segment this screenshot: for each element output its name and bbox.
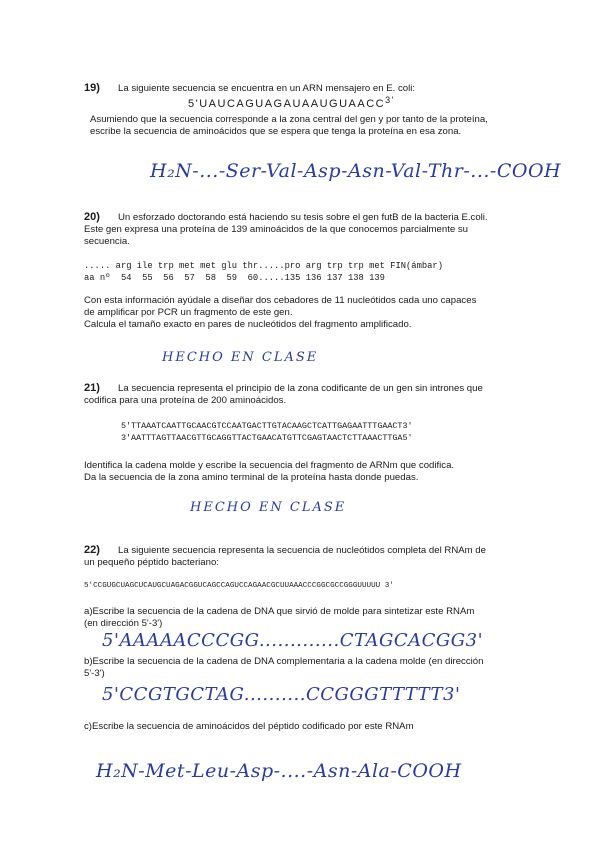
- problem-20-position-line: aa nº 54 55 56 57 58 59 60.....135 136 137 138 139: [84, 273, 385, 283]
- problem-22-number: 22): [84, 544, 100, 556]
- problem-22-rna-sequence: 5'CCGUGCUAGCUCAUGCUAGACGGUCAGCCAGUCCAGAACGCUUAAACCCGGCGCCGGGUUUUU 3': [84, 582, 394, 590]
- problem-21-number: 21): [84, 382, 100, 394]
- problem-20-line1: Un esforzado doctorando está haciendo su tesis sobre el gen futB de la bacteria E.coli.: [118, 212, 488, 223]
- problem-20-line6: Calcula el tamaño exacto en pares de nucleótidos del fragmento amplificado.: [84, 319, 412, 330]
- problem-21-line2: codifica para una proteína de 200 aminoácidos.: [84, 395, 287, 406]
- problem-22-question-a-line1: a)Escribe la secuencia de la cadena de DNA que sirvió de molde para sintetizar este RNAm: [84, 606, 475, 617]
- problem-19-line1: Asumiendo que la secuencia corresponde a la zona central del gen y por tanto de la proteína,: [90, 114, 488, 125]
- problem-21-dna-top-strand: 5'TTAAATCAATTGCAACGTCCAATGACTTGTACAAGCTCATTGAGAATTTGAACT3': [121, 421, 413, 431]
- problem-22-question-b-line1: b)Escribe la secuencia de la cadena de DNA complementaria a la cadena molde (en dirección: [84, 656, 484, 667]
- problem-21-line4: Da la secuencia de la zona amino terminal de la proteína hasta donde puedas.: [84, 472, 419, 483]
- problem-22-question-b-line2: 5'-3'): [84, 668, 105, 679]
- problem-20-line2: Este gen expresa una proteína de 139 aminoácidos de la que conocemos parcialmente su: [84, 224, 468, 235]
- problem-20-number: 20): [84, 211, 100, 223]
- problem-20-line4: Con esta información ayúdale a diseñar dos cebadores de 11 nucleótidos cada uno capaces: [84, 295, 477, 306]
- problem-19-sequence: [188, 95, 395, 110]
- seq-5-prime: 5': [188, 98, 200, 110]
- mrna-sequence: UAUCAGUAGAUAAUGUAACC: [199, 98, 386, 110]
- problem-20-handwritten-answer: HECHO EN CLASE: [162, 350, 319, 365]
- problem-22-line2: un pequeño péptido bacteriano:: [84, 557, 219, 568]
- problem-21-line3: Identifica la cadena molde y escribe la secuencia del fragmento de ARNm que codifica.: [84, 460, 455, 471]
- problem-20-line5: de amplificar por PCR un fragmento de este gen.: [84, 307, 293, 318]
- seq-3-prime: 3': [385, 95, 395, 105]
- problem-22-answer-a: 5'AAAAACCCGG.............CTAGCACGG3': [102, 630, 484, 651]
- problem-21-line1: La secuencia representa el principio de la zona codificante de un gen sin intrones que: [118, 383, 483, 394]
- problem-19-number: 19): [84, 82, 100, 94]
- problem-19-question: La siguiente secuencia se encuentra en un ARN mensajero en E. coli:: [118, 83, 416, 94]
- problem-21-handwritten-answer: HECHO EN CLASE: [190, 500, 347, 515]
- problem-22-line1: La siguiente secuencia representa la secuencia de nucleótidos completa del RNAm de: [118, 545, 486, 556]
- problem-19-handwritten-answer: H₂N-...-Ser-Val-Asp-Asn-Val-Thr-...-COOH: [150, 160, 562, 182]
- problem-22-answer-b: 5'CCGTGCTAG..........CCGGGTTTTT3': [102, 684, 461, 705]
- problem-20-aminoacid-line: ..... arg ile trp met met glu thr.....pro arg trp trp met FIN(ámbar): [84, 261, 443, 271]
- problem-21-dna-bottom-strand: 3'AATTTAGTTAACGTTGCAGGTTACTGAACATGTTCGAGTAACTCTTAAACTTGA5': [121, 433, 413, 443]
- problem-19-line2: escribe la secuencia de aminoácidos que se espera que tenga la proteína en esa zona.: [90, 126, 462, 137]
- problem-22-question-a-line2: (en dirección 5'-3'): [84, 618, 163, 629]
- problem-22-answer-c: H₂N-Met-Leu-Asp-....-Asn-Ala-COOH: [96, 760, 462, 782]
- problem-22-question-c: c)Escribe la secuencia de aminoácidos del péptido codificado por este RNAm: [84, 721, 414, 732]
- problem-20-line3: secuencia.: [84, 236, 130, 247]
